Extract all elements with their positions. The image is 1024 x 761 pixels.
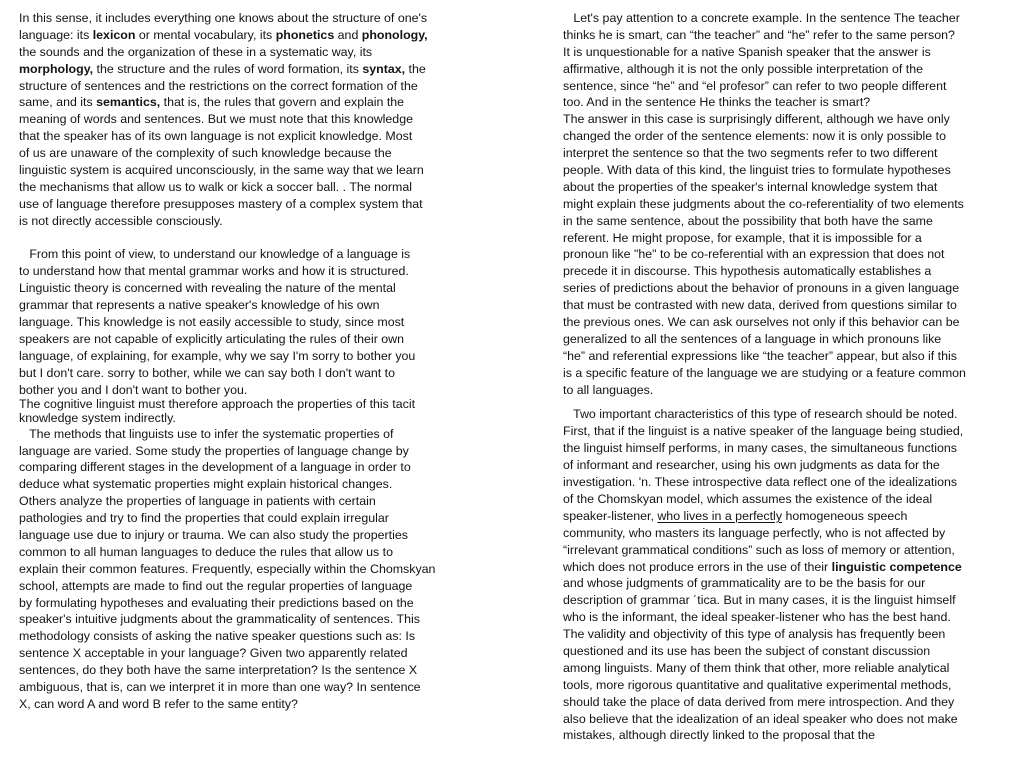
text-line xyxy=(563,230,1013,247)
text-line xyxy=(19,196,479,213)
text-segment: and xyxy=(334,27,362,42)
text-segment: interpret the sentence so that the two segments refer to two different xyxy=(563,146,938,161)
text-segment: people. With data of this kind, the linguist tries to formulate hypotheses xyxy=(563,163,951,178)
bold-term: phonology, xyxy=(361,27,428,42)
text-segment: thinks he is smart, can “the teacher” and “he” refer to the same person? xyxy=(563,27,955,42)
text-line xyxy=(19,365,479,382)
text-segment: The cognitive linguist must therefore approach the properties of this tacit xyxy=(19,397,416,412)
text-segment: Linguistic theory is concerned with revealing the nature of the mental xyxy=(19,281,396,296)
bold-term: lexicon xyxy=(92,27,136,42)
text-line xyxy=(19,544,479,561)
text-line xyxy=(563,246,1013,263)
text-line xyxy=(19,443,479,460)
paragraph-gap xyxy=(563,398,1013,406)
text-line xyxy=(19,412,479,426)
paragraph-gap xyxy=(19,230,479,247)
text-line xyxy=(563,694,1013,711)
text-segment: investigation. 'n. These introspective data reflect one of the idealizations xyxy=(563,475,958,490)
text-segment: in the same sentence, about the possibility that both have the same xyxy=(563,213,933,228)
text-segment: X, can word A and word B refer to the same entity? xyxy=(19,696,298,711)
text-segment: sentence X acceptable in your language? Given two apparently related xyxy=(19,646,408,661)
text-segment: explain their common features. Frequently, especially within the Chomskyan xyxy=(19,561,436,576)
text-line xyxy=(563,196,1013,213)
text-line xyxy=(19,280,479,297)
text-line xyxy=(19,213,479,230)
text-segment: to all languages. xyxy=(563,382,654,397)
text-line xyxy=(19,78,479,95)
text-line xyxy=(563,677,1013,694)
text-line xyxy=(19,696,479,713)
text-line xyxy=(563,297,1013,314)
text-line xyxy=(563,179,1013,196)
text-segment: bother you and I don't want to bother you. xyxy=(19,382,248,397)
text-segment: description of grammar ´tica. But in many cases, it is the linguist himself xyxy=(563,593,956,608)
text-segment: same, and its xyxy=(19,95,97,110)
text-segment: deduce what systematic properties might explain historical changes. xyxy=(19,477,393,492)
text-line xyxy=(563,94,1013,111)
text-line xyxy=(563,643,1013,660)
text-line xyxy=(563,44,1013,61)
text-line xyxy=(563,423,1013,440)
text-segment: speaker's intuitive judgments about the grammaticality of sentences. This xyxy=(19,612,420,627)
text-line xyxy=(19,611,479,628)
text-segment: that is, the rules that govern and explain the xyxy=(160,95,405,110)
bold-term: linguistic competence xyxy=(831,559,962,574)
text-segment: series of predictions about the behavior of pronouns in a given language xyxy=(563,281,960,296)
text-segment: is not directly accessible consciously. xyxy=(19,213,223,228)
text-segment: homogeneous speech xyxy=(782,508,908,523)
text-segment: methodology consists of asking the native speaker questions such as: Is xyxy=(19,629,416,644)
text-line xyxy=(563,111,1013,128)
text-segment: knowledge system indirectly. xyxy=(19,411,176,426)
text-line xyxy=(19,94,479,111)
text-segment: mistakes, although directly linked to the proposal that the xyxy=(563,728,876,743)
text-segment: of us are unaware of the complexity of such knowledge because the xyxy=(19,146,392,161)
text-segment: meaning of words and sentences. But we must note that this knowledge xyxy=(19,112,413,127)
text-line xyxy=(563,542,1013,559)
text-segment: changed the order of the sentence elements: now it is only possible to xyxy=(563,129,946,144)
text-segment: which does not produce errors in the use of their xyxy=(563,559,832,574)
underlined-text: who lives in a perfectly xyxy=(657,508,783,523)
text-line xyxy=(563,592,1013,609)
text-segment: generalized to all the sentences of a language in which pronouns like xyxy=(563,331,942,346)
text-segment: use of language therefore presupposes mastery of a complex system that xyxy=(19,196,423,211)
text-line xyxy=(563,348,1013,365)
text-line xyxy=(563,406,1013,423)
text-line xyxy=(19,128,479,145)
text-segment: might explain these judgments about the co-referentiality of two elements xyxy=(563,196,964,211)
text-segment: community, who masters its language perfectly, who is not affected by xyxy=(563,525,946,540)
text-line xyxy=(19,331,479,348)
text-line xyxy=(563,331,1013,348)
text-line xyxy=(19,398,479,412)
text-line xyxy=(563,491,1013,508)
text-segment: school, attempts are made to find out the regular properties of language xyxy=(19,578,413,593)
text-line xyxy=(563,440,1013,457)
text-segment: referent. He might propose, for example, that it is impossible for a xyxy=(563,230,922,245)
text-segment: language use due to injury or trauma. We can also study the properties xyxy=(19,528,408,543)
text-segment: “irrelevant grammatical conditions” such as loss of memory or attention, xyxy=(563,542,955,557)
text-line xyxy=(19,459,479,476)
text-line xyxy=(563,145,1013,162)
text-segment: comparing different stages in the development of a language in order to xyxy=(19,460,411,475)
text-line xyxy=(563,457,1013,474)
text-line xyxy=(19,145,479,162)
text-line xyxy=(563,280,1013,297)
text-line xyxy=(19,348,479,365)
bold-term: semantics, xyxy=(96,95,161,110)
text-segment: It is unquestionable for a native Spanish speaker that the answer is xyxy=(563,44,931,59)
text-segment: Others analyze the properties of language in patients with certain xyxy=(19,494,376,509)
text-line xyxy=(19,162,479,179)
text-line xyxy=(563,575,1013,592)
text-segment: language. This knowledge is not easily accessible to study, since most xyxy=(19,315,405,330)
text-segment: the sounds and the organization of these in a systematic way, its xyxy=(19,44,373,59)
text-segment: sentences, do they both have the same interpretation? Is the sentence X xyxy=(19,663,418,678)
text-segment: Two important characteristics of this type of research should be noted. xyxy=(563,407,958,422)
text-line xyxy=(19,595,479,612)
text-segment: The validity and objectivity of this type of analysis has frequently been xyxy=(563,627,946,642)
text-line xyxy=(563,213,1013,230)
text-line xyxy=(19,561,479,578)
text-segment: In this sense, it includes everything one knows about the structure of one's xyxy=(19,11,428,25)
text-segment: language, of explaining, for example, why we say I'm sorry to bother you xyxy=(19,348,416,363)
text-line xyxy=(19,679,479,696)
text-segment: pronoun like "he" to be co-referential with an expression that does not xyxy=(563,247,945,262)
text-line xyxy=(19,61,479,78)
text-segment: or mental vocabulary, its xyxy=(135,27,276,42)
text-line xyxy=(563,559,1013,576)
text-segment: Let's pay attention to a concrete example. In the sentence The teacher xyxy=(563,11,960,25)
text-segment: that must be contrasted with new data, derived from questions similar to xyxy=(563,298,957,313)
text-segment: The methods that linguists use to infer the systematic properties of xyxy=(19,426,394,441)
text-line xyxy=(563,626,1013,643)
text-segment: language are varied. Some study the properties of language change by xyxy=(19,443,409,458)
text-line xyxy=(19,44,479,61)
text-segment: speakers are not capable of explicitly articulating the rules of their own xyxy=(19,331,405,346)
text-line xyxy=(19,27,479,44)
text-line xyxy=(563,314,1013,331)
text-segment: common to all human languages to deduce the rules that allow us to xyxy=(19,544,394,559)
text-segment: pathologies and try to find the properties that could explain irregular xyxy=(19,511,389,526)
text-segment: the mechanisms that allow us to walk or kick a soccer ball. . The normal xyxy=(19,179,412,194)
text-segment: also believe that the idealization of an ideal speaker who does not make xyxy=(563,711,958,726)
text-line xyxy=(19,662,479,679)
text-line xyxy=(563,382,1013,399)
text-line xyxy=(19,111,479,128)
text-segment: linguistic system is acquired unconsciously, in the same way that we learn xyxy=(19,163,424,178)
text-segment: The answer in this case is surprisingly different, although we have only xyxy=(563,112,950,127)
text-line xyxy=(19,246,479,263)
text-line xyxy=(563,609,1013,626)
bold-term: syntax, xyxy=(362,61,406,76)
text-line xyxy=(19,510,479,527)
text-segment: the previous ones. We can ask ourselves not only if this behavior can be xyxy=(563,315,960,330)
text-line xyxy=(563,660,1013,677)
text-line xyxy=(19,476,479,493)
text-segment: of informant and researcher, using his own judgments as data for the xyxy=(563,458,940,473)
text-segment: too. And in the sentence He thinks the teacher is smart? xyxy=(563,95,871,110)
text-line xyxy=(563,711,1013,728)
text-segment: to understand how that mental grammar works and how it is structured. xyxy=(19,264,409,279)
bold-term: morphology, xyxy=(19,61,94,76)
text-line xyxy=(563,727,1013,744)
text-segment: should take the place of data derived from mere introspection. And they xyxy=(563,694,955,709)
text-segment: among linguists. Many of them think that other, more reliable analytical xyxy=(563,660,950,675)
text-segment: about the properties of the speaker's internal knowledge system that xyxy=(563,179,938,194)
text-line xyxy=(19,314,479,331)
text-segment: that the speaker has of its own language is not explicit knowledge. Most xyxy=(19,129,413,144)
text-line xyxy=(19,628,479,645)
text-segment: by formulating hypotheses and evaluating their predictions based on the xyxy=(19,595,414,610)
text-line xyxy=(19,493,479,510)
text-segment: tools, more rigorous quantitative and qualitative experimental methods, xyxy=(563,677,952,692)
text-segment: is a specific feature of the language we are studying or a feature common xyxy=(563,365,966,380)
text-line xyxy=(19,297,479,314)
text-line xyxy=(19,426,479,443)
left-text-column xyxy=(19,10,479,713)
text-segment: questioned and its use has been the subject of constant discussion xyxy=(563,643,931,658)
text-segment: “he” and referential expressions like “the teacher” appear, but also if this xyxy=(563,348,957,363)
text-line xyxy=(563,78,1013,95)
text-segment: speaker-listener, xyxy=(563,508,658,523)
text-segment: who is the informant, the ideal speaker-listener who has the best hand. xyxy=(563,610,951,625)
bold-term: phonetics xyxy=(275,27,335,42)
text-segment: From this point of view, to understand our knowledge of a language is xyxy=(19,247,411,262)
text-segment: precede it in discourse. This hypothesis automatically establishes a xyxy=(563,264,932,279)
text-segment: ambiguous, that is, can we interpret it in more than one way? In sentence xyxy=(19,680,421,695)
text-line xyxy=(563,263,1013,280)
text-line xyxy=(563,10,1013,27)
text-segment: First, that if the linguist is a native speaker of the language being studied, xyxy=(563,424,964,439)
text-line xyxy=(19,578,479,595)
text-line xyxy=(19,10,479,27)
right-text-column xyxy=(563,10,1013,744)
text-segment: and whose judgments of grammaticality are to be the basis for our xyxy=(563,576,926,591)
text-segment: the linguist himself performs, in many cases, the simultaneous functions xyxy=(563,441,957,456)
text-line xyxy=(19,382,479,399)
text-line xyxy=(563,61,1013,78)
text-segment: the structure and the rules of word formation, its xyxy=(93,61,363,76)
text-segment: structure of sentences and the restrictions on the correct formation of the xyxy=(19,78,418,93)
text-segment: the xyxy=(405,61,426,76)
text-line xyxy=(563,27,1013,44)
text-line xyxy=(19,645,479,662)
text-line xyxy=(563,128,1013,145)
text-line xyxy=(563,162,1013,179)
text-line xyxy=(19,179,479,196)
text-line xyxy=(563,525,1013,542)
text-line xyxy=(563,508,1013,525)
text-line xyxy=(19,263,479,280)
text-line xyxy=(563,474,1013,491)
text-segment: but I don't care. sorry to bother, while we can say both I don't want to xyxy=(19,365,395,380)
text-segment: sentence, since “he” and “el profesor” can refer to two people different xyxy=(563,78,947,93)
text-segment: affirmative, although it is not the only possible interpretation of the xyxy=(563,61,923,76)
text-segment: grammar that represents a native speaker's knowledge of his own xyxy=(19,298,380,313)
text-segment: language: its xyxy=(19,27,93,42)
text-segment: of the Chomskyan model, which assumes the existence of the ideal xyxy=(563,491,933,506)
text-line xyxy=(563,365,1013,382)
text-line xyxy=(19,527,479,544)
